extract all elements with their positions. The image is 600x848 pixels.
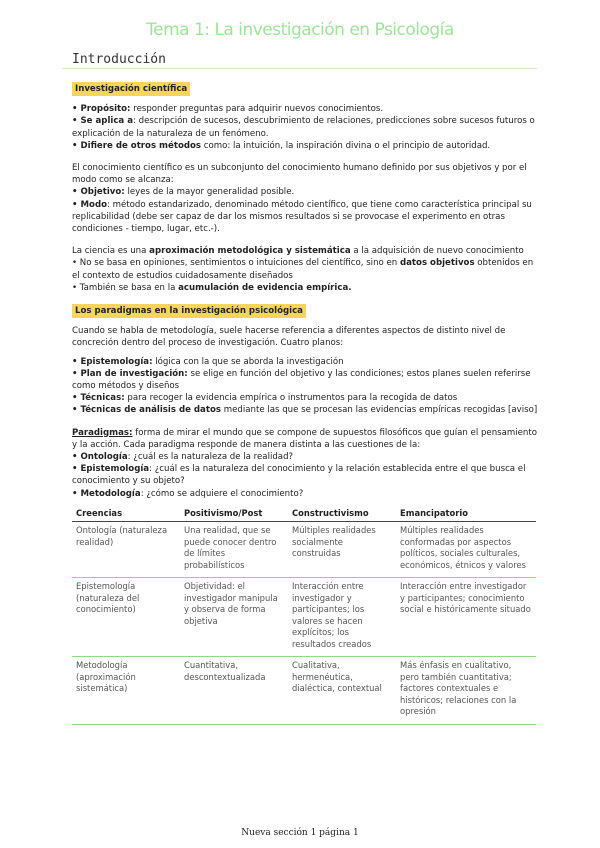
bullet-proposito: • Propósito: responder preguntas para adquirir nuevos conocimientos. [72, 104, 384, 115]
table-cell: Una realidad, que se puede conocer dentro de límites probabilísticos [180, 522, 288, 578]
bullet-no-se-basa: • No se basa en opiniones, sentimientos o intuiciones del científico, sino en datos objetivos obtenidos en el contexto de estudios cuidadosamente diseñados [72, 258, 534, 281]
table-row [72, 578, 536, 657]
table-row [72, 522, 536, 578]
table-row [72, 657, 536, 725]
table-header: Emancipatorio [396, 506, 536, 522]
heading-investigacion: Investigación científica [72, 82, 190, 96]
table-header: Creencias [72, 506, 180, 522]
table-cell: Epistemología (naturaleza del conocimiento) [72, 578, 180, 657]
table-cell: Interacción entre investigador y participantes; los valores se hacen explícitos; los resultados creados [288, 578, 396, 657]
bullet-se-aplica: • Se aplica a: descripción de sucesos, descubrimiento de relaciones, predicciones sobre sucesos futuros o explicación de la naturaleza de un fenómeno. [72, 116, 535, 139]
bullet-ontologia: • Ontología: ¿cuál es la naturaleza de la realidad? [72, 452, 294, 463]
bullet-tambien: • También se basa en la acumulación de evidencia empírica. [72, 282, 352, 293]
paragraph-metodologia: Cuando se habla de metodología, suele hacerse referencia a diferentes aspectos de distinto nivel de concreción dentro del proceso de investigación. Cuatro planos: [72, 326, 506, 349]
bullet-plan: • Plan de investigación: se elige en función del objetivo y las condiciones; estos planes suelen referirse como métodos y diseños [72, 368, 531, 392]
bullet-tecnicas-analisis: • Técnicas de análisis de datos mediante las que se procesan las evidencias empíricas recogidas [aviso] [72, 405, 538, 416]
bullet-tecnicas: • Técnicas: para recoger la evidencia empírica o instrumentos para la recogida de datos [72, 393, 458, 404]
table-cell: Ontología (naturaleza realidad) [72, 522, 180, 578]
table-cell: Interacción entre investigador y participantes; conocimiento social e históricamente situado [396, 578, 536, 657]
table-header: Positivismo/Post [180, 506, 288, 522]
bullet-epistemologia: • Epistemología: lógica con la que se aborda la investigación [72, 356, 344, 367]
page-title: Tema 1: La investigación en Psicología [146, 20, 454, 40]
bullet-difiere: • Difiere de otros métodos como: la intuición, la inspiración divina o el principio de autoridad. [72, 140, 491, 151]
table-cell: Cualitativa, hermenéutica, dialéctica, contextual [288, 657, 396, 725]
heading-paradigmas: Los paradigmas en la investigación psicológica [72, 304, 306, 318]
table-header: Constructivismo [288, 506, 396, 522]
divider [62, 68, 537, 69]
table-cell: Más énfasis en cualitativo, pero también cuantitativa; factores contextuales e históricos; relaciones con la opresión [396, 657, 536, 725]
paragraph-paradigmas: Paradigmas: forma de mirar el mundo que se compone de supuestos filosóficos que guían el pensamiento y la acción. Cada paradigma responde de manera distinta a las cuestiones de la: [72, 427, 538, 450]
table-cell: Múltiples realidades socialmente construidas [288, 522, 396, 578]
table-cell: Objetividad: el investigador manipula y observa de forma objetiva [180, 578, 288, 657]
bullet-modo: • Modo: método estandarizado, denominado método científico, que tiene como característica principal su replicabilidad (debe ser capaz de dar los mismos resultados si se provocase el experimento en otras condiciones - tiempo, lugar, etc.-). [72, 199, 532, 235]
table-cell: Múltiples realidades conformadas por aspectos políticos, sociales culturales, económicos, étnicos y valores [396, 522, 536, 578]
section-heading-intro: Introducción [72, 52, 166, 67]
bullet-metodologia: • Metodología: ¿cómo se adquiere el conocimiento? [72, 488, 304, 499]
paragraph-ciencia: La ciencia es una aproximación metodológica y sistemática a la adquisición de nuevo conocimiento [72, 246, 524, 257]
bullet-epistemologia-q: • Epistemología: ¿cuál es la naturaleza del conocimiento y la relación establecida entre el que busca el conocimiento y su objeto? [72, 464, 526, 487]
bullet-objetivo: • Objetivo: leyes de la mayor generalidad posible. [72, 187, 295, 198]
table-cell: Cuantitativa, descontextualizada [180, 657, 288, 725]
paradigms-table [72, 506, 536, 725]
page-footer: Nueva sección 1 página 1 [241, 828, 359, 838]
content [72, 82, 540, 725]
paragraph-conocimiento: El conocimiento científico es un subconjunto del conocimiento humano definido por sus objetivos y por el modo como se alcanza: [72, 163, 527, 186]
table-cell: Metodología (aproximación sistemática) [72, 657, 180, 725]
